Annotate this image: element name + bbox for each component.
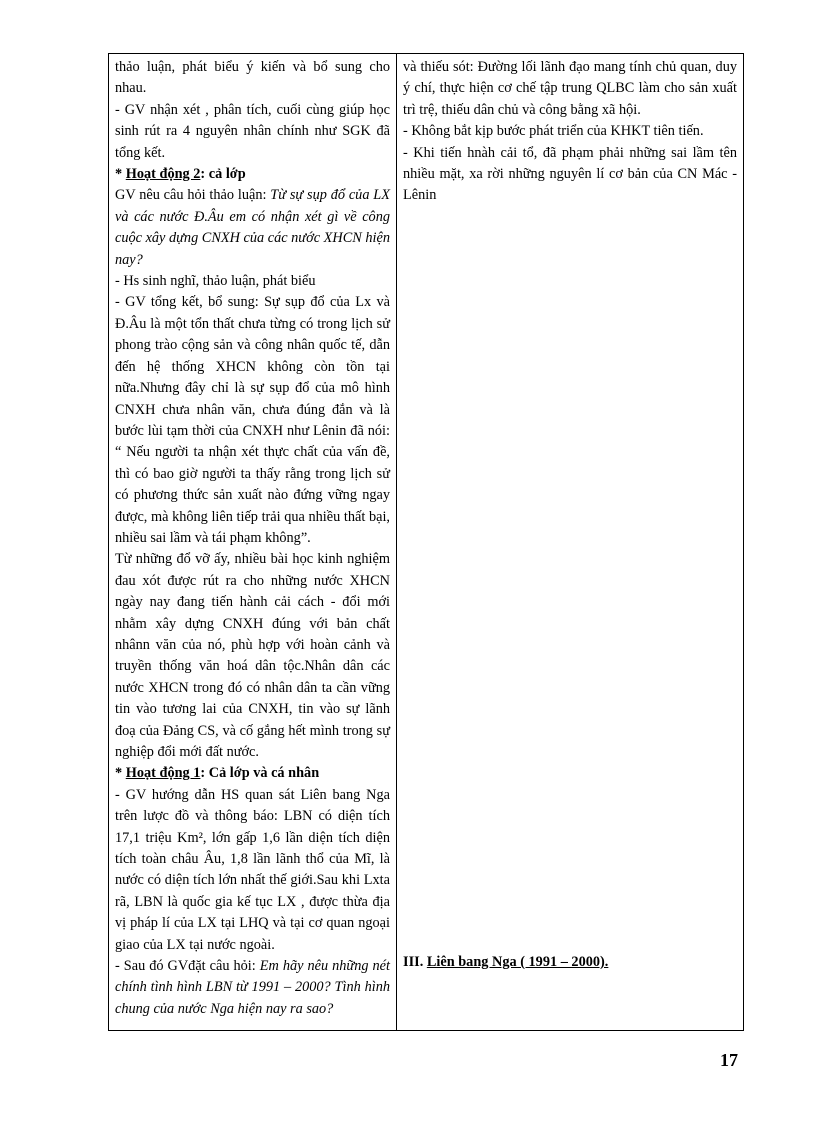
- right-paragraph-2: - Không bắt kịp bước phát triển của KHKT tiên tiến.: [403, 123, 704, 140]
- question-lead: - Sau đó GVđặt câu hỏi:: [115, 958, 260, 975]
- right-paragraph-1: và thiếu sót: Đường lối lãnh đạo mang tính chủ quan, duy ý chí, thực hiện cơ chế tập trung QLBC làm cho sản xuất trì trệ, thiếu dân chủ và công bằng xã hội.: [403, 59, 737, 118]
- section-3-number: III.: [403, 953, 427, 970]
- discussion-lead: GV nêu câu hỏi thảo luận:: [115, 187, 271, 204]
- activity-2-suffix: : cả lớp: [200, 166, 246, 183]
- teacher-student-activity-column: [109, 54, 397, 1030]
- left-paragraph-4: - Hs sinh nghĩ, thảo luận, phát biểu: [115, 273, 316, 290]
- left-paragraph-8: [115, 956, 390, 1020]
- section-3-title: Liên bang Nga ( 1991 – 2000).: [426, 953, 609, 970]
- left-paragraph-3: [115, 185, 390, 271]
- activity-1-heading: [115, 763, 390, 784]
- activity-1-title: Hoạt động 1: [125, 765, 201, 782]
- page-number: 17: [720, 1050, 738, 1070]
- discussion-question: Từ sự sụp đổ của LX và các nước Đ.Âu em có nhận xét gì về công cuộc xây dựng CNXH của các nước XHCN hiện nay?: [115, 187, 390, 268]
- knowledge-content-column: [397, 54, 743, 1030]
- left-paragraph-1: thảo luận, phát biểu ý kiến và bổ sung cho nhau.: [115, 59, 390, 97]
- activity-2-heading: [115, 164, 390, 185]
- activity-2-star: *: [115, 166, 126, 183]
- right-column-spacer: [403, 207, 737, 952]
- left-paragraph-2: - GV nhận xét , phân tích, cuối cùng giúp học sinh rút ra 4 nguyên nhân chính như SGK đã tổng kết.: [115, 101, 390, 161]
- activity-2-title: Hoạt động 2: [125, 166, 201, 183]
- russia-question: Em hãy nêu những nét chính tình hình LBN từ 1991 – 2000? Tình hình chung của nước Nga hiện nay ra sao?: [115, 958, 391, 1017]
- activity-1-suffix: : Cả lớp và cá nhân: [200, 765, 320, 782]
- left-paragraph-5: - GV tổng kết, bổ sung: Sự sụp đổ của Lx và Đ.Âu là một tổn thất chưa từng có trong lịch sử phong trào cộng sản và công nhân quốc tế, dẫn đến hệ thống XHCN không còn tồn tại nữa.Nhưng đây chỉ là sự sụp đổ của mô hình CNXH chưa nhân văn, chưa đúng đắn và là bước lùi tạm thời của CNXH như Lênin đã nói: “ Nếu người ta nhận xét thực chất của vấn đề, thì có bao giờ người ta thấy rằng trong lịch sử có phương thức sản xuất nào đứng vững ngay được, mà không liên tiếp trải qua nhiều thất bại, nhiều sai lầm và tái phạm không”.: [115, 294, 390, 546]
- left-paragraph-6: Từ những đổ vỡ ấy, nhiều bài học kinh nghiệm đau xót được rút ra cho những nước XHCN ngày nay đang tiến hành cải cách - đổi mới nhằm xây dựng CNXH đúng với bản chất nhânn văn của nó, phù hợp với hoàn cảnh và truyền thống văn hoá dân tộc.Nhân dân các nước XHCN trong đó có nhân dân ta cần vững tin vào tương lai của CNXH, tin vào sự lãnh đoạ của Đảng CS, và cố gắng hết mình trong sự nghiệp đổi mới đất nước.: [115, 551, 390, 760]
- left-paragraph-7: - GV hướng dẫn HS quan sát Liên bang Nga trên lược đồ và thông báo: LBN có diện tích 17,1 triệu Km², lớn gấp 1,6 lần diện tích diện tích toàn châu Âu, 1,8 lần lãnh thổ của Mĩ, là nước có diện tích lớn nhất thế giới.Sau khi Lxta rã, LBN là quốc gia kế tục LX , được thừa địa vị pháp lí của LX tại LHQ và tại cơ quan ngoại giao của LX tại nước ngoài.: [115, 786, 390, 953]
- right-paragraph-3: - Khi tiến hnàh cải tổ, đã phạm phải những sai lầm tên nhiều mặt, xa rời những nguyên lí cơ bản của CN Mác - Lênin: [403, 144, 737, 204]
- activity-1-star: *: [115, 765, 126, 782]
- section-3-heading: [403, 952, 737, 973]
- lesson-table: [108, 53, 744, 1031]
